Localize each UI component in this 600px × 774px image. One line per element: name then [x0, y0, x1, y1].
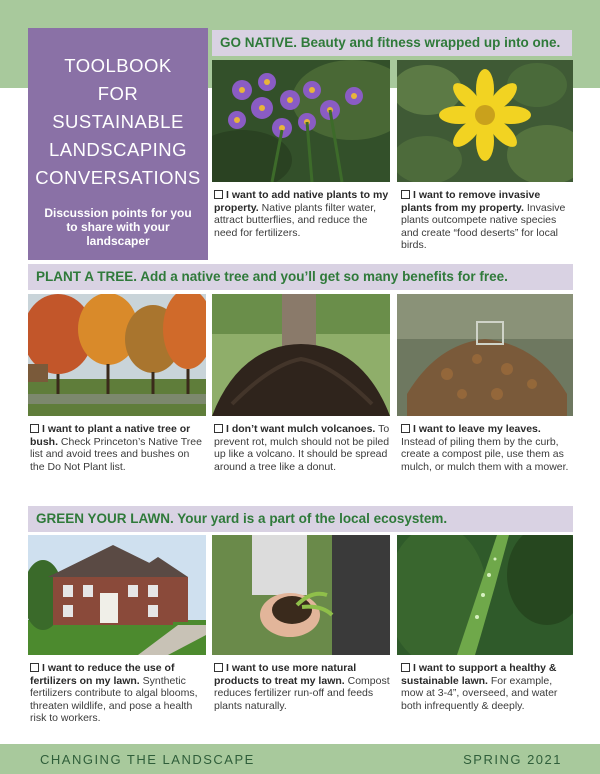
photo-yellow-flower — [397, 60, 573, 182]
checklist-item: I want to support a healthy & sustainable lawn. For example, mow at 3-4”, overseed, and water both infrequently & deeply. — [401, 662, 558, 712]
photo-mulch-volcano — [212, 294, 390, 416]
title-line: LANDSCAPING — [48, 139, 188, 160]
title-line: CONVERSATIONS — [35, 167, 201, 188]
title-line: FOR — [97, 83, 139, 104]
checklist-item: I want to add native plants to my property. Native plants filter water, attract butterflies, and reduce the need for fertilizers. — [214, 189, 389, 239]
photo-autumn-trees — [28, 294, 206, 416]
checklist-item: I want to use more natural products to treat my lawn. Compost reduces fertilizer run-off and feeds plants naturally. — [214, 662, 390, 712]
checkbox-icon[interactable] — [30, 663, 39, 672]
photo-asters — [212, 60, 390, 182]
checklist-item: I want to reduce the use of fertilizers on my lawn. Synthetic fertilizers contribute to algal blooms, threaten wildlife, and pose a health risk to workers. — [30, 662, 198, 725]
checkbox-icon[interactable] — [214, 424, 223, 433]
section-heading: GO NATIVE. — [220, 35, 298, 50]
checklist-item: I want to leave my leaves. Instead of piling them by the curb, create a compost pile, use them as mulch, or mulch them with a mower. — [401, 423, 569, 473]
checklist-item: I don’t want mulch volcanoes. To prevent rot, mulch should not be piled up like a volcano. It should be spread around a tree like a donut. — [214, 423, 390, 473]
checkbox-icon[interactable] — [401, 663, 410, 672]
section-bar-plant-a-tree — [28, 264, 573, 290]
title-box — [28, 28, 208, 260]
checkbox-icon[interactable] — [30, 424, 39, 433]
footer-publication-title: CHANGING THE LANDSCAPE — [40, 752, 255, 767]
title-line: TOOLBOOK — [64, 55, 172, 76]
checklist-item: I want to plant a native tree or bush. Check Princeton’s Native Tree list and avoid trees and bushes on the Do Not Plant list. — [30, 423, 202, 473]
photo-hands-soil — [212, 535, 390, 655]
footer-issue-date: SPRING 2021 — [463, 752, 562, 767]
photo-leaf-compost — [397, 294, 573, 416]
section-bar-go-native — [212, 30, 572, 56]
photo-grass-blade — [397, 535, 573, 655]
title-line: SUSTAINABLE — [52, 111, 184, 132]
section-heading: GREEN YOUR LAWN. — [36, 511, 174, 526]
checkbox-icon[interactable] — [214, 663, 223, 672]
checkbox-icon[interactable] — [401, 424, 410, 433]
section-tagline: Beauty and fitness wrapped up into one. — [300, 35, 561, 50]
title-subtitle: Discussion points for you to share with your landscaper — [44, 206, 192, 248]
checklist-item: I want to remove invasive plants from my property. Invasive plants outcompete native species and create “food deserts” for local birds. — [401, 189, 566, 252]
section-heading: PLANT A TREE. — [36, 269, 137, 284]
checkbox-icon[interactable] — [214, 190, 223, 199]
checkbox-icon[interactable] — [401, 190, 410, 199]
section-bar-green-your-lawn — [28, 506, 573, 532]
section-tagline: Add a native tree and you’ll get so many benefits for free. — [140, 269, 508, 284]
photo-brick-house — [28, 535, 206, 655]
section-tagline: Your yard is a part of the local ecosystem. — [177, 511, 448, 526]
